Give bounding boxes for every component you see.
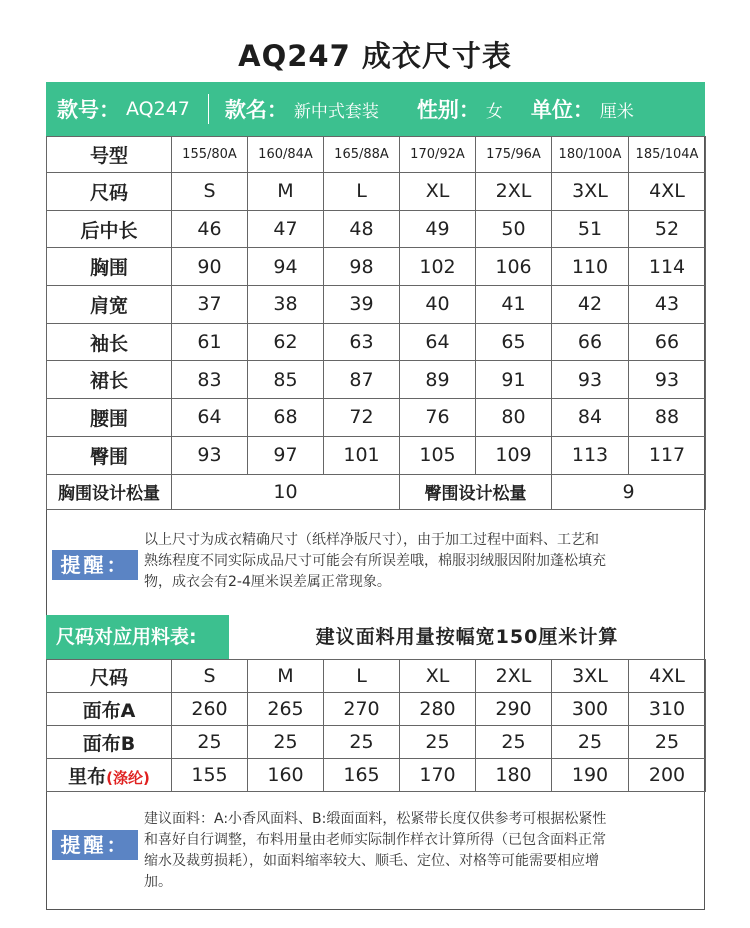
value-cell: 290 xyxy=(476,693,552,726)
model-cell: 180/100A xyxy=(552,137,629,173)
value-cell: 310 xyxy=(629,693,706,726)
row-label-cell: 袖长 xyxy=(47,323,172,361)
value-cell: 90 xyxy=(172,248,248,286)
value-cell: 64 xyxy=(400,323,476,361)
style-name-group xyxy=(225,94,379,124)
ease-row xyxy=(47,474,706,509)
value-cell: 280 xyxy=(400,693,476,726)
value-cell: M xyxy=(248,660,324,693)
value-cell: 51 xyxy=(552,210,629,248)
value-cell: L xyxy=(324,173,400,211)
value-cell: 93 xyxy=(552,361,629,399)
value-cell: 300 xyxy=(552,693,629,726)
value-cell: 61 xyxy=(172,323,248,361)
lining-label: 里布 xyxy=(68,765,107,788)
lining-cell: 180 xyxy=(476,759,552,792)
model-cell: 155/80A xyxy=(172,137,248,173)
value-cell: 4XL xyxy=(629,660,706,693)
style-no-label: 款号： xyxy=(57,98,120,122)
lining-row xyxy=(47,759,706,792)
lining-cell: 190 xyxy=(552,759,629,792)
value-cell: 49 xyxy=(400,210,476,248)
size-row xyxy=(47,248,706,286)
gender-value: 女 xyxy=(485,101,503,122)
value-cell: 63 xyxy=(324,323,400,361)
style-name-label: 款名： xyxy=(224,98,288,122)
size-row xyxy=(47,361,706,399)
value-cell: 38 xyxy=(248,286,324,324)
value-cell: 40 xyxy=(400,286,476,324)
value-cell: 43 xyxy=(629,286,706,324)
fabric-table xyxy=(46,659,706,792)
size-note-text xyxy=(144,530,700,593)
value-cell: 80 xyxy=(476,399,552,437)
value-cell: 260 xyxy=(172,693,248,726)
value-cell: 25 xyxy=(324,726,400,759)
size-note-badge: 提醒： xyxy=(52,550,138,580)
fabric-note-text xyxy=(144,809,700,893)
gender-label: 性别： xyxy=(416,98,480,122)
value-cell: 117 xyxy=(629,436,706,474)
value-cell: 66 xyxy=(552,323,629,361)
value-cell: 76 xyxy=(400,399,476,437)
value-cell: 48 xyxy=(324,210,400,248)
value-cell: 66 xyxy=(629,323,706,361)
row-label-cell: 臀围 xyxy=(47,436,172,474)
lining-label-cell xyxy=(47,759,172,792)
value-cell: 25 xyxy=(552,726,629,759)
style-no-group xyxy=(57,94,190,124)
size-note-line: 熟练程度不同实际成品尺寸可能会有所误差哦，棉服羽绒服因附加蓬松填充 xyxy=(144,553,606,569)
value-cell: 105 xyxy=(400,436,476,474)
value-cell: 94 xyxy=(248,248,324,286)
value-cell: 50 xyxy=(476,210,552,248)
row-label-cell: 肩宽 xyxy=(47,286,172,324)
info-bar xyxy=(46,82,705,136)
value-cell: 3XL xyxy=(552,173,629,211)
value-cell: 46 xyxy=(172,210,248,248)
model-row xyxy=(47,137,706,173)
size-row xyxy=(47,436,706,474)
value-cell: 4XL xyxy=(629,173,706,211)
value-cell: 25 xyxy=(629,726,706,759)
value-cell: 109 xyxy=(476,436,552,474)
fabric-note-badge: 提醒： xyxy=(52,830,138,860)
value-cell: 83 xyxy=(172,361,248,399)
fabric-row xyxy=(47,693,706,726)
value-cell: XL xyxy=(400,660,476,693)
value-cell: L xyxy=(324,660,400,693)
value-cell: 68 xyxy=(248,399,324,437)
value-cell: S xyxy=(172,173,248,211)
size-note xyxy=(46,510,705,615)
fabric-calc-note: 建议面料用量按幅宽150厘米计算 xyxy=(315,626,619,648)
value-cell: 84 xyxy=(552,399,629,437)
model-cell: 170/92A xyxy=(400,137,476,173)
hip-ease-label: 臀围设计松量 xyxy=(400,474,552,509)
fabric-note-line: 加。 xyxy=(144,874,172,890)
style-no-value: AQ247 xyxy=(126,98,190,120)
value-cell: 89 xyxy=(400,361,476,399)
unit-group xyxy=(531,94,634,124)
fabric-note xyxy=(46,793,705,910)
value-cell: 52 xyxy=(629,210,706,248)
value-cell: 64 xyxy=(172,399,248,437)
value-cell: 88 xyxy=(629,399,706,437)
row-label-cell: 腰围 xyxy=(47,399,172,437)
value-cell: 25 xyxy=(400,726,476,759)
model-header-cell: 号型 xyxy=(47,137,172,173)
gender-group xyxy=(417,94,503,124)
model-cell: 185/104A xyxy=(629,137,706,173)
value-cell: S xyxy=(172,660,248,693)
value-cell: XL xyxy=(400,173,476,211)
row-label-cell: 尺码 xyxy=(47,173,172,211)
fabric-row xyxy=(47,660,706,693)
value-cell: 62 xyxy=(248,323,324,361)
lining-cell: 165 xyxy=(324,759,400,792)
row-label-cell: 面布B xyxy=(47,726,172,759)
value-cell: 39 xyxy=(324,286,400,324)
value-cell: 101 xyxy=(324,436,400,474)
lining-cell: 200 xyxy=(629,759,706,792)
value-cell: 3XL xyxy=(552,660,629,693)
value-cell: 106 xyxy=(476,248,552,286)
fabric-bar xyxy=(46,615,705,659)
fabric-note-line: 和喜好自行调整，布料用量由老师实际制作样衣计算所得（已包含面料正常 xyxy=(144,832,606,848)
value-cell: 93 xyxy=(629,361,706,399)
value-cell: 91 xyxy=(476,361,552,399)
row-label-cell: 尺码 xyxy=(47,660,172,693)
size-row xyxy=(47,323,706,361)
chest-ease-value: 10 xyxy=(172,474,400,509)
value-cell: 93 xyxy=(172,436,248,474)
hip-ease-value: 9 xyxy=(552,474,706,509)
size-note-line: 物，成衣会有2-4厘米误差属正常现象。 xyxy=(144,574,391,590)
value-cell: 110 xyxy=(552,248,629,286)
row-label-cell: 后中长 xyxy=(47,210,172,248)
page-title: AQ247 成衣尺寸表 xyxy=(238,39,512,73)
size-table xyxy=(46,136,706,510)
model-cell: 175/96A xyxy=(476,137,552,173)
value-cell: 25 xyxy=(476,726,552,759)
size-row xyxy=(47,173,706,211)
style-name-value: 新中式套装 xyxy=(293,101,379,122)
info-divider xyxy=(208,94,209,124)
size-row xyxy=(47,286,706,324)
fabric-note-line: 建议面料：A:小香风面料、B:缎面面料，松紧带长度仅供参考可根据松紧性 xyxy=(144,811,607,827)
value-cell: 42 xyxy=(552,286,629,324)
value-cell: 97 xyxy=(248,436,324,474)
fabric-note-line: 缩水及裁剪损耗），如面料缩率较大、顺毛、定位、对格等可能需要相应增 xyxy=(144,853,599,869)
lining-cell: 160 xyxy=(248,759,324,792)
value-cell: 2XL xyxy=(476,173,552,211)
value-cell: 25 xyxy=(248,726,324,759)
lining-material-note: (涤纶) xyxy=(106,768,150,787)
value-cell: 113 xyxy=(552,436,629,474)
fabric-row xyxy=(47,726,706,759)
value-cell: 87 xyxy=(324,361,400,399)
fabric-bar-label: 尺码对应用料表: xyxy=(46,615,229,659)
value-cell: 41 xyxy=(476,286,552,324)
value-cell: M xyxy=(248,173,324,211)
model-cell: 160/84A xyxy=(248,137,324,173)
lining-cell: 155 xyxy=(172,759,248,792)
chest-ease-label: 胸围设计松量 xyxy=(47,474,172,509)
value-cell: 114 xyxy=(629,248,706,286)
value-cell: 270 xyxy=(324,693,400,726)
row-label-cell: 胸围 xyxy=(47,248,172,286)
value-cell: 25 xyxy=(172,726,248,759)
unit-value: 厘米 xyxy=(599,101,634,122)
value-cell: 47 xyxy=(248,210,324,248)
model-cell: 165/88A xyxy=(324,137,400,173)
size-row xyxy=(47,210,706,248)
value-cell: 65 xyxy=(476,323,552,361)
unit-label: 单位： xyxy=(530,98,594,122)
value-cell: 265 xyxy=(248,693,324,726)
value-cell: 2XL xyxy=(476,660,552,693)
value-cell: 72 xyxy=(324,399,400,437)
row-label-cell: 裙长 xyxy=(47,361,172,399)
value-cell: 102 xyxy=(400,248,476,286)
size-note-line: 以上尺寸为成衣精确尺寸（纸样净版尺寸），由于加工过程中面料、工艺和 xyxy=(144,532,599,548)
row-label-cell: 面布A xyxy=(47,693,172,726)
size-row xyxy=(47,399,706,437)
value-cell: 37 xyxy=(172,286,248,324)
lining-cell: 170 xyxy=(400,759,476,792)
value-cell: 98 xyxy=(324,248,400,286)
value-cell: 85 xyxy=(248,361,324,399)
